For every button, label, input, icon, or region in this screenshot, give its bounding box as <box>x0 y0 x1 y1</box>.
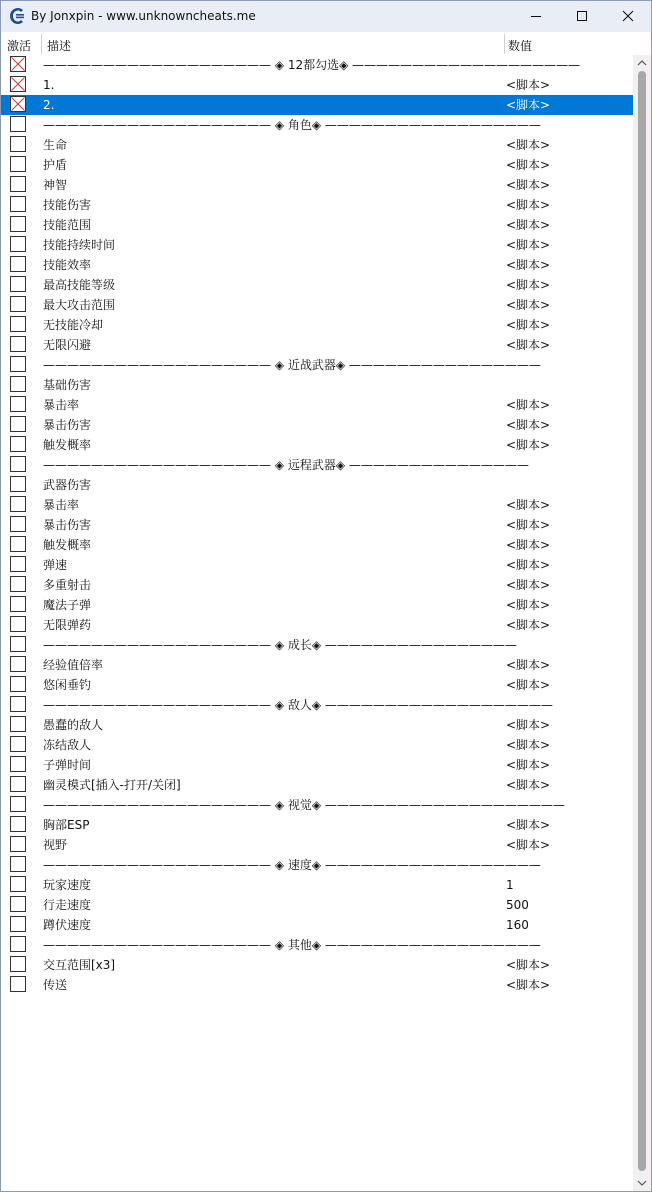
entry-description: 无限弹药 <box>43 618 92 632</box>
active-checkbox[interactable] <box>10 816 26 832</box>
entry-description: 护盾 <box>43 158 68 172</box>
active-checkbox[interactable] <box>10 416 26 432</box>
cheat-entry-row[interactable] <box>1 255 633 275</box>
active-checkbox[interactable] <box>10 516 26 532</box>
section-header-row[interactable] <box>1 455 633 475</box>
cheat-entry-row[interactable] <box>1 655 633 675</box>
entry-value[interactable]: <脚本> <box>506 838 551 852</box>
x-mark-icon <box>11 97 25 111</box>
entry-description: 无限闪避 <box>43 338 92 352</box>
window-title: By Jonxpin - www.unknowncheats.me <box>31 9 256 23</box>
entry-value[interactable]: <脚本> <box>506 78 551 92</box>
entry-value[interactable]: <脚本> <box>506 618 551 632</box>
section-title: ——————————————————— ◈ 敌人◈ ——————————————————— <box>43 698 553 712</box>
cheat-entry-row[interactable] <box>1 815 633 835</box>
minimize-button[interactable] <box>513 1 559 32</box>
active-checkbox[interactable] <box>10 316 26 332</box>
cheat-entry-row[interactable] <box>1 155 633 175</box>
cheat-entry-row[interactable] <box>1 495 633 515</box>
active-checkbox[interactable] <box>10 476 26 492</box>
entry-value[interactable]: <脚本> <box>506 398 551 412</box>
cheat-entry-row[interactable] <box>1 675 633 695</box>
cheat-entry-row[interactable] <box>1 435 633 455</box>
active-checkbox[interactable] <box>10 196 26 212</box>
cheat-entry-row[interactable] <box>1 975 633 995</box>
cheat-entry-row[interactable] <box>1 415 633 435</box>
entry-description: 暴击率 <box>43 498 80 512</box>
entry-description: 技能伤害 <box>43 198 92 212</box>
cheat-entry-row[interactable] <box>1 335 633 355</box>
section-header-row[interactable] <box>1 695 633 715</box>
active-checkbox[interactable] <box>10 776 26 792</box>
active-checkbox[interactable] <box>10 436 26 452</box>
active-checkbox[interactable] <box>10 836 26 852</box>
active-checkbox[interactable] <box>10 136 26 152</box>
entry-description: 传送 <box>43 978 68 992</box>
active-checkbox[interactable] <box>10 796 26 812</box>
entry-description: 暴击伤害 <box>43 418 92 432</box>
entry-value[interactable]: <脚本> <box>506 498 551 512</box>
minimize-icon <box>530 10 542 22</box>
cheat-entry-row[interactable] <box>1 75 633 95</box>
active-checkbox[interactable] <box>10 76 26 92</box>
cheat-entry-row[interactable] <box>1 955 633 975</box>
entry-value[interactable]: 160 <box>506 918 529 932</box>
active-checkbox[interactable] <box>10 596 26 612</box>
entry-description: 触发概率 <box>43 438 92 452</box>
entry-description: 生命 <box>43 138 68 152</box>
entry-value[interactable]: <脚本> <box>506 238 551 252</box>
entry-value[interactable]: <脚本> <box>506 158 551 172</box>
entry-description: 弹速 <box>43 558 68 572</box>
entry-value[interactable]: <脚本> <box>506 678 551 692</box>
entry-value[interactable]: 1 <box>506 878 514 892</box>
entry-value[interactable]: <脚本> <box>506 558 551 572</box>
cheat-entry-row[interactable] <box>1 175 633 195</box>
entry-description: 玩家速度 <box>43 878 92 892</box>
entry-description: 技能效率 <box>43 258 92 272</box>
active-checkbox[interactable] <box>10 176 26 192</box>
active-checkbox[interactable] <box>10 216 26 232</box>
cheat-entry-row[interactable] <box>1 595 633 615</box>
cheat-entry-row[interactable] <box>1 235 633 255</box>
entry-description: 基础伤害 <box>43 378 92 392</box>
active-checkbox[interactable] <box>10 876 26 892</box>
vertical-scrollbar[interactable] <box>633 55 651 1191</box>
cheat-entry-row[interactable] <box>1 755 633 775</box>
entry-description: 经验值倍率 <box>43 658 104 672</box>
cheat-engine-icon <box>9 7 27 25</box>
active-checkbox[interactable] <box>10 336 26 352</box>
active-checkbox[interactable] <box>10 56 26 72</box>
section-title: ——————————————————— ◈ 远程武器◈ ——————————————— <box>43 458 529 472</box>
entry-description: 蹲伏速度 <box>43 918 92 932</box>
entry-description: 暴击伤害 <box>43 518 92 532</box>
entry-value[interactable]: <脚本> <box>506 138 551 152</box>
entry-value[interactable]: <脚本> <box>506 818 551 832</box>
entry-description: 子弹时间 <box>43 758 92 772</box>
entry-value[interactable]: <脚本> <box>506 438 551 452</box>
section-title: ——————————————————— ◈ 12都勾选◈ ——————————————————— <box>43 58 581 72</box>
entry-value[interactable]: <脚本> <box>506 758 551 772</box>
x-mark-icon <box>11 57 25 71</box>
entry-value[interactable]: <脚本> <box>506 418 551 432</box>
scrollbar-thumb[interactable] <box>638 71 646 1171</box>
entry-value[interactable]: <脚本> <box>506 318 551 332</box>
header-description[interactable]: 描述 <box>47 39 72 53</box>
entry-description: 最高技能等级 <box>43 278 116 292</box>
cheat-entry-row[interactable] <box>1 575 633 595</box>
section-title: ——————————————————— ◈ 视觉◈ ———————————————————— <box>43 798 565 812</box>
entry-description: 最大攻击范围 <box>43 298 116 312</box>
entry-description: 1. <box>43 78 55 92</box>
title-bar[interactable] <box>1 1 651 32</box>
entry-description: 暴击率 <box>43 398 80 412</box>
cheat-entry-row[interactable] <box>1 275 633 295</box>
entry-value[interactable]: <脚本> <box>506 738 551 752</box>
section-header-row[interactable] <box>1 855 633 875</box>
entry-value[interactable]: <脚本> <box>506 278 551 292</box>
entry-value[interactable]: <脚本> <box>506 718 551 732</box>
active-checkbox[interactable] <box>10 696 26 712</box>
maximize-icon <box>576 10 588 22</box>
active-checkbox[interactable] <box>10 496 26 512</box>
section-title: ——————————————————— ◈ 角色◈ —————————————————— <box>43 118 541 132</box>
section-title: ——————————————————— ◈ 成长◈ ———————————————— <box>43 638 517 652</box>
active-checkbox[interactable] <box>10 716 26 732</box>
section-header-row[interactable] <box>1 115 633 135</box>
section-header-row[interactable] <box>1 795 633 815</box>
header-active[interactable]: 激活 <box>7 39 32 53</box>
active-checkbox[interactable] <box>10 616 26 632</box>
entry-description: 多重射击 <box>43 578 92 592</box>
entry-value[interactable]: <脚本> <box>506 218 551 232</box>
cheat-entry-row[interactable] <box>1 535 633 555</box>
entry-description: 愚蠢的敌人 <box>43 718 104 732</box>
cheat-entry-row[interactable] <box>1 775 633 795</box>
header-value[interactable]: 数值 <box>508 39 533 53</box>
active-checkbox[interactable] <box>10 156 26 172</box>
section-title: ——————————————————— ◈ 其他◈ —————————————————— <box>43 938 541 952</box>
active-checkbox[interactable] <box>10 556 26 572</box>
cheat-entry-row[interactable] <box>1 875 633 895</box>
entry-description: 魔法子弹 <box>43 598 92 612</box>
cheat-entry-row[interactable] <box>1 615 633 635</box>
close-icon <box>622 10 634 22</box>
cheat-entry-row[interactable] <box>1 135 633 155</box>
active-checkbox[interactable] <box>10 456 26 472</box>
entry-description: 交互范围[x3] <box>43 958 116 972</box>
cheat-entry-row[interactable] <box>1 475 633 495</box>
entry-description: 悠闲垂钓 <box>43 678 92 692</box>
entry-description: 武器伤害 <box>43 478 92 492</box>
section-header-row[interactable] <box>1 55 633 75</box>
entry-value[interactable]: <脚本> <box>506 98 551 112</box>
cheat-entry-row[interactable] <box>1 555 633 575</box>
cheat-entry-row[interactable] <box>1 835 633 855</box>
entry-value[interactable]: <脚本> <box>506 198 551 212</box>
section-header-row[interactable] <box>1 355 633 375</box>
active-checkbox[interactable] <box>10 96 26 112</box>
cheat-entry-row[interactable] <box>1 515 633 535</box>
active-checkbox[interactable] <box>10 536 26 552</box>
entry-value[interactable]: <脚本> <box>506 658 551 672</box>
entry-value[interactable]: 500 <box>506 898 529 912</box>
entry-value[interactable]: <脚本> <box>506 178 551 192</box>
entry-description: 2. <box>43 98 55 112</box>
active-checkbox[interactable] <box>10 656 26 672</box>
entry-value[interactable]: <脚本> <box>506 338 551 352</box>
active-checkbox[interactable] <box>10 576 26 592</box>
entry-value[interactable]: <脚本> <box>506 778 551 792</box>
close-button[interactable] <box>605 1 651 32</box>
cheat-entry-row[interactable] <box>1 395 633 415</box>
header-divider[interactable] <box>41 34 42 54</box>
active-checkbox[interactable] <box>10 676 26 692</box>
section-title: ——————————————————— ◈ 近战武器◈ ———————————————— <box>43 358 541 372</box>
active-checkbox[interactable] <box>10 956 26 972</box>
active-checkbox[interactable] <box>10 276 26 292</box>
active-checkbox[interactable] <box>10 916 26 932</box>
active-checkbox[interactable] <box>10 256 26 272</box>
active-checkbox[interactable] <box>10 936 26 952</box>
section-header-row[interactable] <box>1 935 633 955</box>
active-checkbox[interactable] <box>10 236 26 252</box>
x-mark-icon <box>11 77 25 91</box>
entry-value[interactable]: <脚本> <box>506 298 551 312</box>
maximize-button[interactable] <box>559 1 605 32</box>
entry-description: 神智 <box>43 178 68 192</box>
scroll-up-icon[interactable] <box>637 59 647 67</box>
cheat-entry-row[interactable] <box>1 95 633 115</box>
active-checkbox[interactable] <box>10 636 26 652</box>
section-title: ——————————————————— ◈ 速度◈ —————————————————— <box>43 858 541 872</box>
cheat-entry-row[interactable] <box>1 295 633 315</box>
cheat-entry-row[interactable] <box>1 375 633 395</box>
active-checkbox[interactable] <box>10 296 26 312</box>
entry-description: 触发概率 <box>43 538 92 552</box>
entry-description: 技能持续时间 <box>43 238 116 252</box>
header-divider[interactable] <box>504 34 505 54</box>
active-checkbox[interactable] <box>10 396 26 412</box>
cheat-entry-row[interactable] <box>1 195 633 215</box>
entry-value[interactable]: <脚本> <box>506 258 551 272</box>
entry-description: 技能范围 <box>43 218 92 232</box>
active-checkbox[interactable] <box>10 356 26 372</box>
entry-value[interactable]: <脚本> <box>506 578 551 592</box>
entry-description: 行走速度 <box>43 898 92 912</box>
entry-value[interactable]: <脚本> <box>506 538 551 552</box>
active-checkbox[interactable] <box>10 756 26 772</box>
entry-description: 无技能冷却 <box>43 318 104 332</box>
cheat-entry-row[interactable] <box>1 915 633 935</box>
column-header <box>1 32 651 56</box>
active-checkbox[interactable] <box>10 896 26 912</box>
scroll-down-icon[interactable] <box>637 1179 647 1187</box>
entry-value[interactable]: <脚本> <box>506 978 551 992</box>
cheat-entry-row[interactable] <box>1 715 633 735</box>
section-header-row[interactable] <box>1 635 633 655</box>
active-checkbox[interactable] <box>10 376 26 392</box>
entry-description: 胸部ESP <box>43 818 90 832</box>
active-checkbox[interactable] <box>10 856 26 872</box>
active-checkbox[interactable] <box>10 736 26 752</box>
cheat-entry-row[interactable] <box>1 315 633 335</box>
entry-value[interactable]: <脚本> <box>506 958 551 972</box>
entry-description: 视野 <box>43 838 68 852</box>
entry-value[interactable]: <脚本> <box>506 518 551 532</box>
active-checkbox[interactable] <box>10 976 26 992</box>
entry-description: 幽灵模式[插入-打开/关闭] <box>43 778 181 792</box>
entry-value[interactable]: <脚本> <box>506 598 551 612</box>
active-checkbox[interactable] <box>10 116 26 132</box>
cheat-entry-row[interactable] <box>1 735 633 755</box>
entry-description: 冻结敌人 <box>43 738 92 752</box>
cheat-entry-row[interactable] <box>1 215 633 235</box>
cheat-entry-row[interactable] <box>1 895 633 915</box>
